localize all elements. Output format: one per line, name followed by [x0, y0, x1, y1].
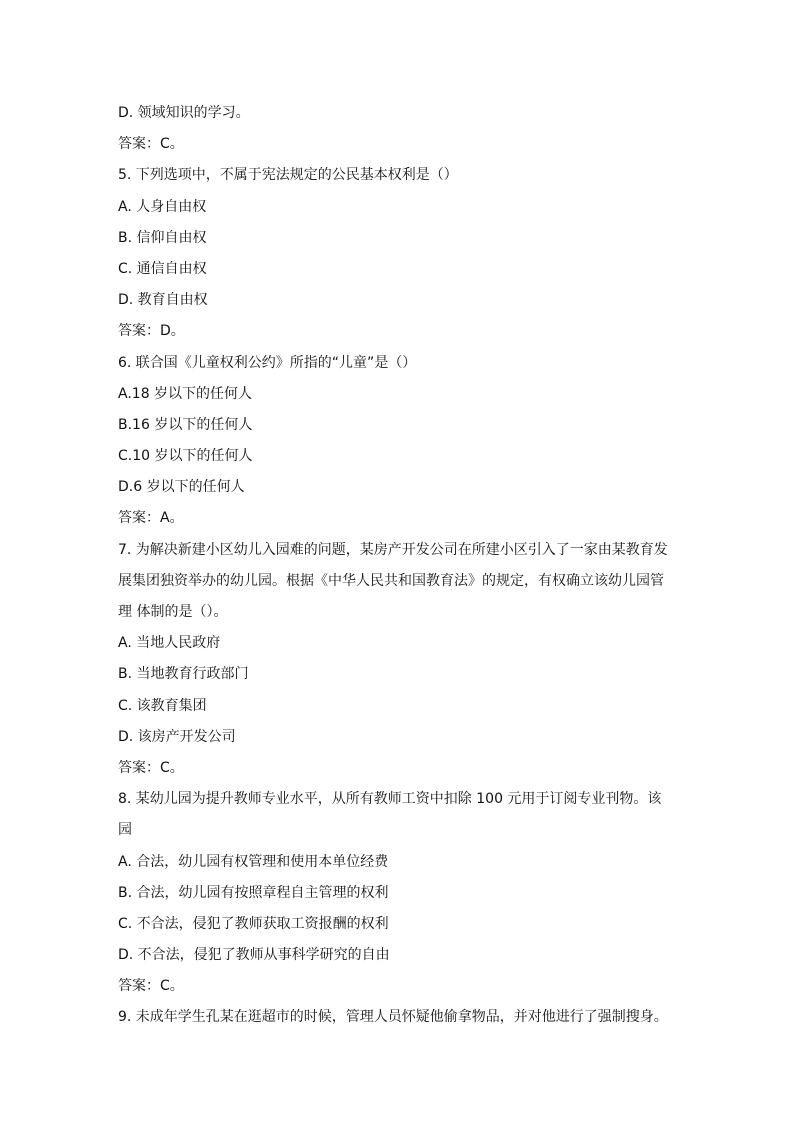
- answer-q4: 答案：C。: [118, 136, 184, 153]
- answer-q6: 答案：A。: [118, 510, 184, 527]
- answer-q7: 答案：C。: [118, 759, 184, 776]
- document-page: [118, 98, 688, 1034]
- question-8-line-2: 园: [118, 822, 132, 839]
- option-d-q6: D.6 岁以下的任何人: [118, 479, 245, 496]
- question-6: 6. 联合国《儿童权利公约》所指的“儿童”是（）: [118, 354, 417, 371]
- option-b-q5: B. 信仰自由权: [118, 229, 207, 246]
- answer-q8: 答案：C。: [118, 978, 184, 995]
- question-5: 5. 下列选项中，不属于宪法规定的公民基本权利是（）: [118, 167, 458, 184]
- option-c-q8: C. 不合法，侵犯了教师获取工资报酬的权利: [118, 915, 389, 932]
- option-a-q7: A. 当地人民政府: [118, 635, 221, 652]
- option-a-q6: A.18 岁以下的任何人: [118, 385, 253, 402]
- option-c-q7: C. 该教育集团: [118, 697, 207, 714]
- option-b-q6: B.16 岁以下的任何人: [118, 416, 253, 433]
- option-c-q5: C. 通信自由权: [118, 260, 207, 277]
- answer-q5: 答案：D。: [118, 323, 185, 340]
- option-b-q7: B. 当地教育行政部门: [118, 666, 249, 683]
- option-c-q6: C.10 岁以下的任何人: [118, 448, 253, 465]
- option-d-q5: D. 教育自由权: [118, 292, 208, 309]
- question-9-line-1: 9. 未成年学生孔某在逛超市的时候，管理人员怀疑他偷拿物品，并对他进行了强制搜身。: [118, 1009, 668, 1026]
- question-8-line-1: 8. 某幼儿园为提升教师专业水平，从所有教师工资中扣除 100 元用于订阅专业刊物。该: [118, 791, 662, 808]
- option-a-q8: A. 合法，幼儿园有权管理和使用本单位经费: [118, 853, 389, 870]
- question-7-line-1: 7. 为解决新建小区幼儿入园难的问题，某房产开发公司在所建小区引入了一家由某教育发: [118, 541, 668, 558]
- question-7-line-2: 展集团独资举办的幼儿园。根据《中华人民共和国教育法》的规定，有权确立该幼儿园管: [118, 572, 664, 589]
- option-a-q5: A. 人身自由权: [118, 198, 207, 215]
- option-d-q4: D. 领域知识的学习。: [118, 105, 250, 121]
- option-d-q8: D. 不合法，侵犯了教师从事科学研究的自由: [118, 947, 390, 964]
- option-d-q7: D. 该房产开发公司: [118, 728, 236, 745]
- question-7-line-3: 理 体制的是（）。: [118, 604, 228, 620]
- option-b-q8: B. 合法，幼儿园有按照章程自主管理的权利: [118, 884, 389, 901]
